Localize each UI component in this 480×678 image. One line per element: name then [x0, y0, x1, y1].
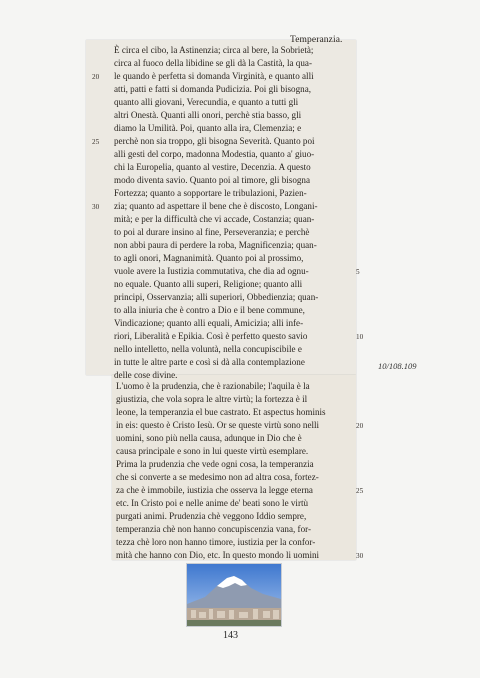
- text-line: diamo la Umilità. Poi, quanto alla ira, Clemenzia; e: [114, 123, 302, 133]
- line-number: 25: [356, 487, 364, 495]
- text-line: che si converte a se medesimo non ad altra cosa, fortez-: [116, 472, 319, 482]
- mountain-landscape-drawing: [187, 564, 281, 626]
- text-line: za che è immobile, iustizia che osserva la legge eterna: [116, 485, 313, 495]
- mountain-landscape-image: [186, 563, 282, 627]
- text-line: temperanzia chè non hanno concupiscenzia vana, for-: [116, 524, 311, 534]
- text-line: È circa el cibo, la Astinenzia; circa al bere, la Sobrietà;: [114, 45, 314, 55]
- text-line: atti, patti e fatti si domanda Pudicizia. Poi gli bisogna,: [114, 84, 311, 94]
- line-number: 30: [356, 552, 364, 560]
- text-line: uomini, sono più nella causa, adunque in Dio che è: [116, 433, 302, 443]
- text-line: le quando è perfetta si domanda Virginità, e quanto alli: [114, 71, 314, 81]
- text-line: in tutte le altre parte e così si dà alla contemplazione: [114, 357, 305, 367]
- side-reference: 10/108.109: [378, 361, 417, 371]
- text-line: to agli onori, Magnanimità. Quanto poi al prossimo,: [114, 253, 304, 263]
- text-line: nello intelletto, nella voluntà, nella concupiscibile e: [114, 344, 302, 354]
- text-line: purgati animi. Prudenzia chè veggono Iddio sempre,: [116, 511, 307, 521]
- text-line: Prima la prudenzia che vede ogni cosa, la temperanzia: [116, 459, 314, 469]
- text-line: vuole avere la Iustizia commutativa, che dia ad ognu-: [114, 266, 309, 276]
- text-line: chi la Europelia, quanto al vestire, Decenzia. A questo: [114, 162, 311, 172]
- text-line: alli gesti del corpo, madonna Modestia, quanto a' giuo-: [114, 149, 315, 159]
- line-number: 20: [92, 73, 100, 81]
- text-line: Fortezza; quanto a sopportare le tribulazioni, Pazien-: [114, 188, 307, 198]
- running-header: Temperanzia.: [290, 35, 343, 45]
- text-line: altri Onestà. Quanti alli onori, perchè stia basso, gli: [114, 110, 302, 120]
- text-line: L'uomo è la prudenzia, che è razionabile; l'aquila è la: [116, 381, 310, 391]
- page-number: 143: [223, 630, 238, 641]
- text-line: circa al fuoco della libidine se gli dà la Castità, la qua-: [114, 58, 312, 68]
- text-line: quanto alli giovani, Verecundia, e quanto a tutti gli: [114, 97, 299, 107]
- text-line: to poi al durare insino al fine, Perseveranzia; e perchè: [114, 227, 310, 237]
- text-line: in eis: questo è Cristo Iesù. Or se queste virtù sono nelli: [116, 420, 320, 430]
- text-line: riori, Liberalità e Epikia. Così è perfetto questo savio: [114, 331, 308, 341]
- text-line: zia; quanto ad aspettare il bene che è discosto, Longani-: [114, 201, 318, 211]
- line-number: 20: [356, 422, 364, 430]
- text-line: to alla iniuria che è contro a Dio e il bene commune,: [114, 305, 305, 315]
- text-line: principi, Osservanzia; alli superiori, Obbedienzia; quan-: [114, 292, 319, 302]
- text-line: modo diventa savio. Quanto poi al timore, gli bisogna: [114, 175, 310, 185]
- text-line: tezza chè loro non hanno timore, iustizia per la confor-: [116, 537, 316, 547]
- line-number: 10: [356, 333, 364, 341]
- text-line: delle cose divine.: [114, 370, 178, 380]
- trees: [187, 620, 281, 626]
- text-line: perchè non sia troppo, gli bisogna Severità. Quanto poi: [114, 136, 315, 146]
- line-number: 30: [92, 203, 100, 211]
- text-line: mità che hanno con Dio, etc. In questo mondo li uomini: [116, 550, 320, 560]
- text-line: etc. In Cristo poi e nelle anime de' beati sono le virtù: [116, 498, 309, 508]
- line-number: 5: [356, 268, 360, 276]
- line-number: 25: [92, 138, 100, 146]
- text-line: non abbi paura di perdere la roba, Magnificenzia; quan-: [114, 240, 317, 250]
- text-line: no equale. Quanto alli superi, Religione; quanto alli: [114, 279, 303, 289]
- text-line: mità; e per la difficultà che vi accade, Costanzia; quan-: [114, 214, 315, 224]
- text-line: Vindicazione; quanto alli equali, Amicizia; alli infe-: [114, 318, 304, 328]
- text-line: leone, la temperanzia el bue castrato. Et aspectus hominis: [116, 407, 326, 417]
- text-line: causa principale e sono in lui queste virtù esemplare.: [116, 446, 309, 456]
- text-line: giustizia, che vola sopra le altre virtù; la fortezza è il: [116, 394, 308, 404]
